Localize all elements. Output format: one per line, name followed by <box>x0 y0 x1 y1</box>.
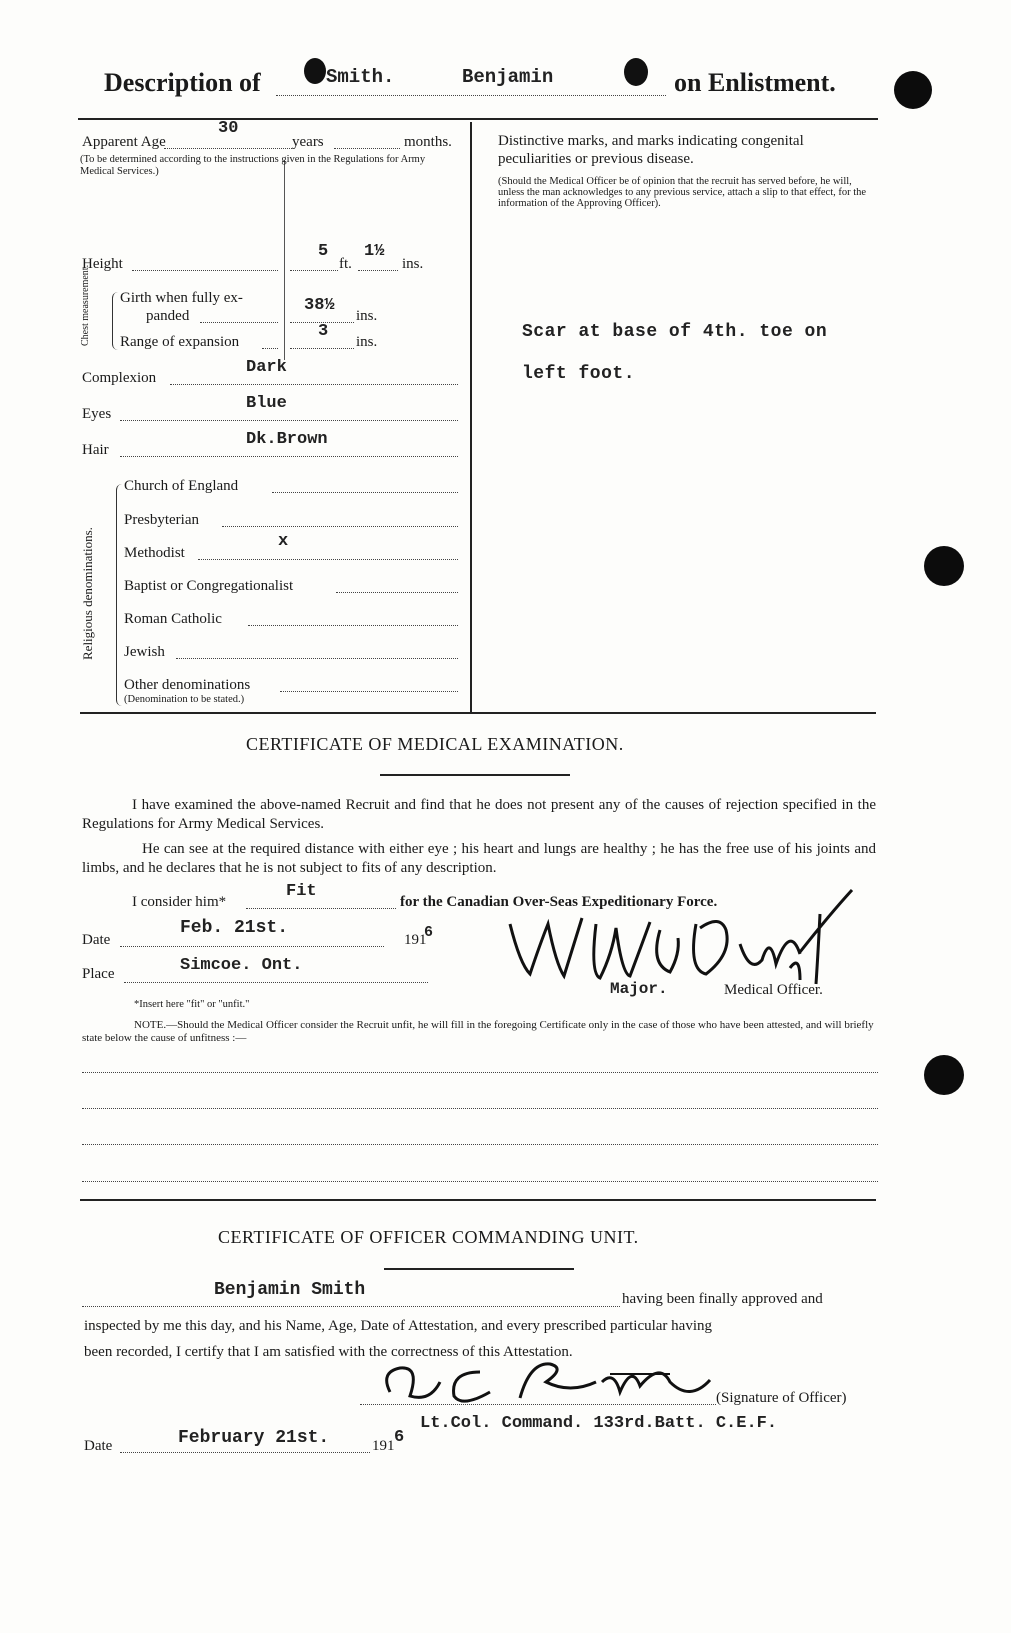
girth-line <box>200 322 278 323</box>
medical-year-prefix: 191 <box>404 932 427 948</box>
commanding-text-3: been recorded, I certify that I am satisfied with the correctness of this Attestation. <box>84 1344 573 1360</box>
ink-blot <box>624 58 648 86</box>
place-line <box>124 982 428 983</box>
surname: Smith. <box>326 66 395 88</box>
recruit-name-line <box>82 1306 620 1307</box>
religion-brace <box>116 484 124 706</box>
medical-officer-signature <box>500 884 870 994</box>
denomination-note: (Denomination to be stated.) <box>124 694 245 705</box>
commanding-year-prefix: 191 <box>372 1438 395 1454</box>
marks-note: (Should the Medical Officer be of opinion that the recruit has served before, he will, unless the man acknowledges to any previous service, attach a slip to that effect, for the information of the Approving Officer). <box>498 176 867 209</box>
place-value: Simcoe. Ont. <box>180 956 303 975</box>
religion-baptist: Baptist or Congregationalist <box>124 578 294 594</box>
marks-heading: Distinctive marks, and marks indicating congenital peculiarities or previous disease. <box>498 133 804 167</box>
commanding-heading: CERTIFICATE OF OFFICER COMMANDING UNIT. <box>218 1227 639 1247</box>
complexion-value: Dark <box>246 358 287 377</box>
religion-line <box>198 559 458 560</box>
given-name: Benjamin <box>462 66 554 88</box>
unfitness-line <box>82 1108 878 1109</box>
force-label: for the Canadian Over-Seas Expeditionary Force. <box>400 894 718 910</box>
height-label: Height <box>82 256 123 272</box>
religion-line <box>280 691 458 692</box>
commanding-officer-signature <box>370 1352 730 1412</box>
commanding-date-label: Date <box>84 1438 113 1454</box>
religion-roman-catholic: Roman Catholic <box>124 611 222 627</box>
title-left: Description of <box>104 68 261 97</box>
methodist-mark: x <box>278 532 289 551</box>
months-line <box>334 148 400 149</box>
religion-jewish: Jewish <box>124 644 165 660</box>
range-value: 3 <box>318 322 329 341</box>
age-line <box>164 148 292 149</box>
medical-date-value: Feb. 21st. <box>180 918 289 938</box>
medical-officer-label: Medical Officer. <box>724 982 823 998</box>
signature-line <box>360 1404 716 1405</box>
consider-label: I consider him* <box>132 894 227 910</box>
ft-label: ft. <box>339 256 352 272</box>
range-line <box>262 348 278 349</box>
medical-heading: CERTIFICATE OF MEDICAL EXAMINATION. <box>246 734 624 754</box>
commanding-date-line <box>120 1452 370 1453</box>
eyes-label: Eyes <box>82 406 112 422</box>
commanding-text-1: having been finally approved and <box>622 1291 823 1307</box>
commanding-heading-rule <box>384 1268 574 1270</box>
height-ins-label: ins. <box>402 256 424 272</box>
eyes-value: Blue <box>246 394 287 413</box>
header-rule <box>78 118 878 120</box>
years-label: years <box>292 134 324 150</box>
age-note: (To be determined according to the instructions given in the Regulations for Army Medical Services.) <box>80 154 426 177</box>
religion-line <box>272 492 458 493</box>
name-line <box>276 95 666 96</box>
complexion-line <box>170 384 458 385</box>
girth-label-1: Girth when fully ex- <box>120 290 243 306</box>
medical-note: NOTE.—Should the Medical Officer consider the Recruit unfit, he will fill in the foregoing Certificate only in the case of those who have been attested, and will briefly state below the cause of unfitness :— <box>82 1019 874 1044</box>
column-divider <box>470 122 472 712</box>
marks-line-1: Scar at base of 4th. toe on <box>522 322 828 342</box>
range-ins: ins. <box>356 334 378 350</box>
punch-hole <box>924 546 964 586</box>
commanding-officer: Lt.Col. Command. 133rd.Batt. C.E.F. <box>420 1414 778 1433</box>
commanding-text-2: inspected by me this day, and his Name, Age, Date of Attestation, and every prescribed particular having <box>84 1318 713 1334</box>
age-value: 30 <box>218 119 239 138</box>
religion-other: Other denominations <box>124 677 251 693</box>
complexion-label: Complexion <box>82 370 157 386</box>
range-value-line <box>290 348 354 349</box>
marks-line-2: left foot. <box>522 364 636 384</box>
punch-hole <box>894 71 932 109</box>
months-label: months. <box>404 134 452 150</box>
religion-line <box>248 625 458 626</box>
religion-presbyterian: Presbyterian <box>124 512 199 528</box>
insert-note: *Insert here "fit" or "unfit." <box>134 999 250 1010</box>
medical-rank: Major. <box>610 980 668 998</box>
medical-date-label: Date <box>82 932 111 948</box>
medical-para-1: I have examined the above-named Recruit and find that he does not present any of the causes of rejection specified in the Regulations for Army Medical Services. <box>82 797 876 832</box>
chest-label: Chest measurement. <box>80 264 91 346</box>
inner-divider <box>284 160 285 360</box>
ft-line <box>290 270 338 271</box>
religion-line <box>222 526 458 527</box>
unfitness-line <box>82 1072 878 1073</box>
height-ft: 5 <box>318 242 329 261</box>
eyes-line <box>120 420 458 421</box>
place-label: Place <box>82 966 115 982</box>
ink-blot <box>304 58 326 84</box>
girth-label-2: panded <box>146 308 190 324</box>
girth-ins: ins. <box>356 308 378 324</box>
commanding-year-suffix: 6 <box>394 1428 405 1447</box>
religion-line <box>176 658 458 659</box>
girth-value: 38½ <box>304 296 335 315</box>
title-right: on Enlistment. <box>674 68 836 97</box>
height-line <box>132 270 278 271</box>
unfitness-line <box>82 1181 878 1182</box>
section-rule <box>80 1199 876 1201</box>
in-line <box>358 270 398 271</box>
punch-hole <box>924 1055 964 1095</box>
medical-para-2: He can see at the required distance with either eye ; his heart and lungs are healthy ; he has the free use of his joints and limbs, and he declares that he is not subject to fits of any description. <box>82 841 876 876</box>
chest-brace <box>112 292 119 350</box>
fit-line <box>246 908 396 909</box>
hair-value: Dk.Brown <box>246 430 328 449</box>
hair-line <box>120 456 458 457</box>
signature-label: (Signature of Officer) <box>716 1390 847 1406</box>
commanding-date-value: February 21st. <box>178 1428 330 1448</box>
recruit-name: Benjamin Smith <box>214 1280 366 1300</box>
range-label: Range of expansion <box>120 334 240 350</box>
medical-year-suffix: 6 <box>424 924 434 941</box>
religion-line <box>336 592 458 593</box>
religion-church-of-england: Church of England <box>124 478 239 494</box>
religion-label: Religious denominations. <box>80 527 95 660</box>
apparent-age-label: Apparent Age <box>82 134 166 150</box>
section-rule <box>80 712 876 714</box>
height-in: 1½ <box>364 242 385 261</box>
hair-label: Hair <box>82 442 109 458</box>
unfitness-line <box>82 1144 878 1145</box>
medical-heading-rule <box>380 774 570 776</box>
fit-value: Fit <box>286 882 317 901</box>
religion-methodist: Methodist <box>124 545 185 561</box>
medical-date-line <box>120 946 384 947</box>
